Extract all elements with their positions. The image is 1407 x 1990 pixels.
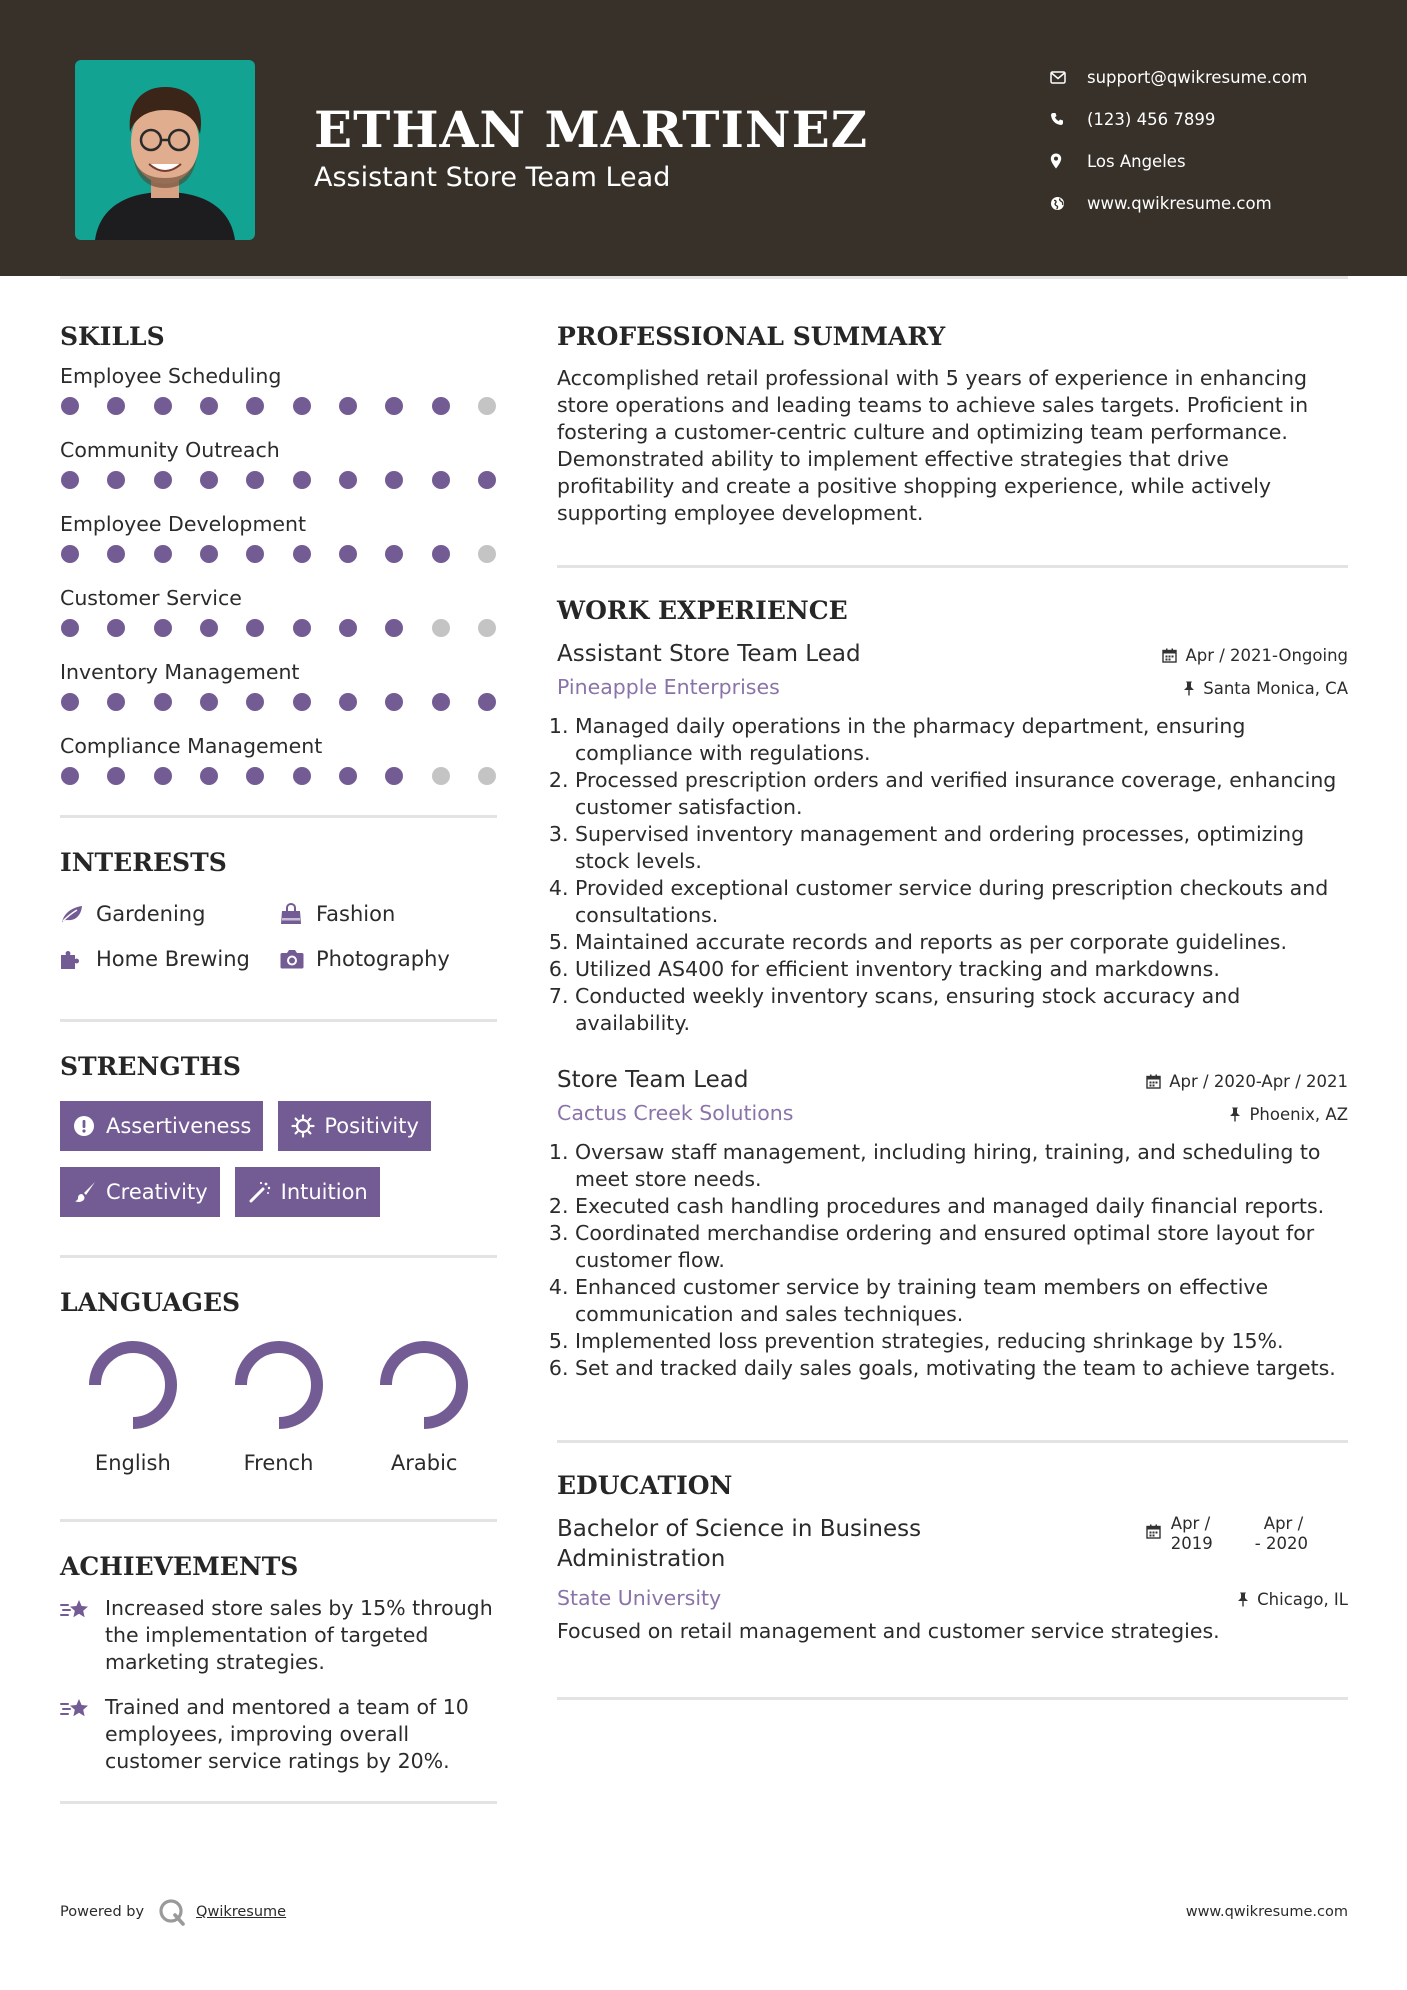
- contact-website[interactable]: [1050, 182, 1307, 224]
- skill-rating: [60, 539, 497, 583]
- rating-dot-filled: [107, 619, 125, 637]
- candidate-title: Assistant Store Team Lead: [314, 162, 671, 193]
- interest-label: Fashion: [316, 901, 396, 926]
- website-text: www.qwikresume.com: [1087, 193, 1272, 213]
- rating-dot-filled: [339, 619, 357, 637]
- interest-item: [280, 936, 497, 981]
- rating-dot-filled: [293, 471, 311, 489]
- job-dates: [1162, 646, 1348, 665]
- job-location-text: Phoenix, AZ: [1249, 1105, 1348, 1124]
- location-text: Los Angeles: [1087, 151, 1186, 171]
- duty-item: 3. Supervised inventory management and ordering processes, optimizing stock levels.: [575, 821, 1348, 875]
- strength-label: Assertiveness: [106, 1114, 252, 1138]
- rating-dot-filled: [107, 471, 125, 489]
- achievements-heading: ACHIEVEMENTS: [60, 1552, 299, 1581]
- rating-dot-empty: [432, 619, 450, 637]
- exclamation-circle-icon: [73, 1115, 106, 1137]
- rating-dot-filled: [246, 767, 264, 785]
- rating-dot-filled: [200, 693, 218, 711]
- strength-tag: [60, 1167, 220, 1217]
- shooting-star-icon: [60, 1694, 105, 1775]
- strength-tag: [278, 1101, 431, 1151]
- skill-item: [60, 583, 497, 657]
- language-label: English: [94, 1451, 171, 1475]
- education-start-line: Apr /: [1170, 1514, 1211, 1533]
- job-location: [1183, 679, 1348, 698]
- skill-rating: [60, 687, 497, 731]
- duty-item: 3. Coordinated merchandise ordering and ensured optimal store layout for customer flow.: [575, 1220, 1348, 1274]
- section-divider: [557, 565, 1348, 568]
- language-item: [206, 1339, 352, 1475]
- rating-dot-filled: [432, 397, 450, 415]
- email-text: support@qwikresume.com: [1087, 67, 1308, 87]
- strength-tag: [235, 1167, 380, 1217]
- section-divider: [60, 1519, 497, 1522]
- rating-dot-filled: [154, 619, 172, 637]
- company-name: Pineapple Enterprises: [557, 675, 780, 699]
- shopping-bag-icon: [280, 903, 316, 925]
- magic-wand-icon: [248, 1180, 281, 1204]
- skills-section: [60, 322, 497, 805]
- skill-label: Customer Service: [60, 586, 242, 610]
- rating-dot-filled: [339, 767, 357, 785]
- summary-text: Accomplished retail professional with 5 years of experience in enhancing store operations and leading teams to achieve sales targets. Proficient in fostering a customer-centric culture and optimizing team performance. Demonstrated ability to implement effective strategies that drive profitability and create a positive shopping experience, while actively supporting employee development.: [557, 366, 1309, 525]
- achievement-item: [60, 1595, 497, 1676]
- section-divider: [60, 1801, 497, 1804]
- rating-dot-filled: [293, 619, 311, 637]
- qwikresume-link[interactable]: Qwikresume: [196, 1904, 287, 1920]
- degree-name: Bachelor of Science in Business Administration: [557, 1516, 922, 1572]
- education-end-line: - 2020: [1254, 1534, 1308, 1553]
- language-level-arc: [95, 1347, 171, 1423]
- duty-item: 4. Provided exceptional customer service during prescription checkouts and consultations.: [575, 875, 1348, 929]
- section-divider: [557, 1697, 1348, 1700]
- skill-item: [60, 435, 497, 509]
- job-location: [1229, 1105, 1348, 1124]
- duty-item: 4. Enhanced customer service by training team members on effective communication and sales techniques.: [575, 1274, 1348, 1328]
- envelope-icon: [1050, 71, 1087, 84]
- phone-text: (123) 456 7899: [1087, 109, 1216, 129]
- rating-dot-filled: [246, 471, 264, 489]
- interest-item: [280, 891, 497, 936]
- strengths-heading: STRENGTHS: [60, 1052, 241, 1081]
- rating-dot-filled: [154, 545, 172, 563]
- rating-dot-filled: [293, 767, 311, 785]
- rating-dot-filled: [200, 619, 218, 637]
- achievements-list: [60, 1595, 497, 1775]
- job-dates-text: Apr / 2020-Apr / 2021: [1169, 1072, 1348, 1091]
- rating-dot-filled: [154, 471, 172, 489]
- job-entry: [557, 1067, 1348, 1382]
- rating-dot-filled: [154, 767, 172, 785]
- rating-dot-filled: [339, 397, 357, 415]
- rating-dot-filled: [200, 397, 218, 415]
- strength-label: Intuition: [280, 1180, 368, 1204]
- achievement-item: [60, 1694, 497, 1775]
- languages-list: [60, 1339, 497, 1475]
- strength-label: Creativity: [106, 1180, 208, 1204]
- contact-email[interactable]: [1050, 56, 1307, 98]
- duty-item: 7. Conducted weekly inventory scans, ensuring stock accuracy and availability.: [575, 983, 1348, 1037]
- skill-rating: [60, 465, 497, 509]
- pushpin-icon: [1183, 681, 1195, 696]
- skill-label: Employee Scheduling: [60, 364, 282, 388]
- job-role: Store Team Lead: [557, 1067, 749, 1093]
- interest-label: Home Brewing: [96, 946, 250, 971]
- puzzle-icon: [60, 948, 96, 970]
- rating-dot-filled: [154, 397, 172, 415]
- rating-dot-filled: [61, 767, 79, 785]
- summary-heading: PROFESSIONAL SUMMARY: [557, 322, 946, 351]
- duty-item: 1. Oversaw staff management, including hiring, training, and scheduling to meet store needs.: [575, 1139, 1348, 1193]
- duty-item: 2. Executed cash handling procedures and managed daily financial reports.: [575, 1193, 1348, 1220]
- strength-label: Positivity: [324, 1114, 419, 1138]
- education-description: Focused on retail management and customer service strategies.: [557, 1619, 1220, 1643]
- education-dates: [1146, 1514, 1308, 1554]
- rating-dot-filled: [432, 693, 450, 711]
- skill-label: Employee Development: [60, 512, 307, 536]
- powered-by: [60, 1898, 286, 1926]
- experience-section: [557, 596, 1348, 1382]
- candidate-name: ETHAN MARTINEZ: [314, 100, 869, 159]
- achievement-text: Trained and mentored a team of 10 employees, improving overall customer service ratings by 20%.: [105, 1695, 469, 1773]
- education-location-text: Chicago, IL: [1257, 1590, 1348, 1609]
- header-divider: [60, 276, 1348, 279]
- rating-dot-filled: [61, 545, 79, 563]
- interest-item: [60, 936, 280, 981]
- language-ring: [87, 1339, 179, 1431]
- pushpin-icon: [1237, 1592, 1249, 1607]
- education-heading: EDUCATION: [557, 1471, 733, 1500]
- rating-dot-filled: [385, 471, 403, 489]
- strength-tag: [60, 1101, 263, 1151]
- rating-dot-filled: [61, 471, 79, 489]
- skills-heading: SKILLS: [60, 322, 165, 351]
- rating-dot-filled: [293, 397, 311, 415]
- resume-header: [0, 0, 1407, 276]
- skill-label: Community Outreach: [60, 438, 280, 462]
- achievement-text: Increased store sales by 15% through the implementation of targeted marketing strategies.: [105, 1596, 493, 1674]
- language-ring: [233, 1339, 325, 1431]
- language-label: Arabic: [390, 1451, 458, 1475]
- contact-phone[interactable]: [1050, 98, 1307, 140]
- company-name: Cactus Creek Solutions: [557, 1101, 794, 1125]
- skill-item: [60, 657, 497, 731]
- rating-dot-filled: [107, 767, 125, 785]
- duty-item: 6. Utilized AS400 for efficient inventory tracking and markdowns.: [575, 956, 1348, 983]
- duty-item: 6. Set and tracked daily sales goals, motivating the team to achieve targets.: [575, 1355, 1348, 1382]
- rating-dot-filled: [107, 545, 125, 563]
- rating-dot-filled: [61, 397, 79, 415]
- skill-item: [60, 361, 497, 435]
- strengths-section: [60, 1052, 497, 1217]
- rating-dot-filled: [385, 693, 403, 711]
- skill-item: [60, 731, 497, 805]
- rating-dot-filled: [200, 767, 218, 785]
- rating-dot-filled: [385, 619, 403, 637]
- section-divider: [60, 1019, 497, 1022]
- phone-icon: [1050, 112, 1087, 126]
- languages-section: [60, 1288, 497, 1475]
- rating-dot-filled: [154, 693, 172, 711]
- rating-dot-filled: [339, 471, 357, 489]
- rating-dot-filled: [61, 619, 79, 637]
- interests-section: [60, 848, 497, 981]
- rating-dot-filled: [107, 397, 125, 415]
- rating-dot-filled: [478, 693, 496, 711]
- rating-dot-filled: [246, 693, 264, 711]
- skills-list: [60, 361, 497, 805]
- rating-dot-filled: [107, 693, 125, 711]
- qwikresume-logo-icon: [158, 1898, 186, 1926]
- summary-section: [557, 322, 1348, 527]
- profile-photo: [75, 60, 255, 240]
- language-item: [351, 1339, 497, 1475]
- rating-dot-filled: [478, 471, 496, 489]
- duty-item: 5. Maintained accurate records and reports as per corporate guidelines.: [575, 929, 1348, 956]
- section-divider: [557, 1440, 1348, 1443]
- skill-rating: [60, 613, 497, 657]
- camera-icon: [280, 948, 316, 969]
- job-dates-text: Apr / 2021-Ongoing: [1185, 646, 1348, 665]
- sun-icon: [291, 1114, 324, 1138]
- paintbrush-icon: [73, 1181, 106, 1203]
- rating-dot-filled: [200, 545, 218, 563]
- rating-dot-filled: [385, 545, 403, 563]
- languages-heading: LANGUAGES: [60, 1288, 241, 1317]
- leaf-icon: [60, 904, 96, 924]
- right-column: [557, 322, 1348, 1700]
- rating-dot-filled: [246, 619, 264, 637]
- rating-dot-filled: [293, 693, 311, 711]
- job-duties: [557, 713, 1348, 1037]
- rating-dot-filled: [246, 397, 264, 415]
- job-duties: [557, 1139, 1348, 1382]
- section-divider: [60, 1255, 497, 1258]
- strengths-list: [60, 1101, 497, 1217]
- duty-item: 5. Implemented loss prevention strategies, reducing shrinkage by 15%.: [575, 1328, 1348, 1355]
- shooting-star-icon: [60, 1595, 105, 1676]
- map-pin-icon: [1050, 153, 1087, 169]
- skill-rating: [60, 761, 497, 805]
- rating-dot-filled: [385, 767, 403, 785]
- language-item: [60, 1339, 206, 1475]
- language-label: French: [243, 1451, 314, 1475]
- calendar-icon: [1146, 1074, 1161, 1089]
- school-name: State University: [557, 1586, 722, 1610]
- experience-heading: WORK EXPERIENCE: [557, 596, 848, 625]
- education-location: [1237, 1590, 1348, 1609]
- globe-icon: [1050, 196, 1087, 211]
- rating-dot-filled: [432, 471, 450, 489]
- interests-heading: INTERESTS: [60, 848, 227, 877]
- section-divider: [60, 815, 497, 818]
- job-location-text: Santa Monica, CA: [1203, 679, 1348, 698]
- rating-dot-filled: [339, 693, 357, 711]
- interests-list: [60, 891, 497, 981]
- education-start-line: 2019: [1170, 1534, 1213, 1553]
- contact-location: [1050, 140, 1307, 182]
- powered-by-text: Powered by: [60, 1904, 145, 1920]
- interest-item: [60, 891, 280, 936]
- language-level-arc: [241, 1347, 317, 1423]
- rating-dot-empty: [478, 397, 496, 415]
- rating-dot-empty: [432, 767, 450, 785]
- interest-label: Gardening: [96, 901, 206, 926]
- rating-dot-filled: [246, 545, 264, 563]
- rating-dot-empty: [478, 619, 496, 637]
- education-end: [1255, 1514, 1308, 1554]
- rating-dot-filled: [339, 545, 357, 563]
- job-dates: [1146, 1072, 1348, 1091]
- footer-website[interactable]: www.qwikresume.com: [1185, 1904, 1348, 1920]
- rating-dot-filled: [432, 545, 450, 563]
- achievements-section: [60, 1552, 497, 1775]
- duty-item: 1. Managed daily operations in the pharmacy department, ensuring compliance with regulations.: [575, 713, 1348, 767]
- interest-label: Photography: [316, 946, 450, 971]
- duty-item: 2. Processed prescription orders and verified insurance coverage, enhancing customer satisfaction.: [575, 767, 1348, 821]
- footer: [60, 1898, 1348, 1926]
- language-level-arc: [386, 1347, 462, 1423]
- education-section: [557, 1471, 1348, 1645]
- rating-dot-filled: [61, 693, 79, 711]
- pushpin-icon: [1229, 1107, 1241, 1122]
- rating-dot-filled: [293, 545, 311, 563]
- skill-item: [60, 509, 497, 583]
- education-end-line: Apr /: [1263, 1514, 1304, 1533]
- contact-info: [1050, 56, 1307, 224]
- rating-dot-filled: [200, 471, 218, 489]
- job-entry: [557, 641, 1348, 1037]
- rating-dot-empty: [478, 545, 496, 563]
- job-role: Assistant Store Team Lead: [557, 641, 861, 667]
- skill-label: Inventory Management: [60, 660, 300, 684]
- calendar-icon: [1146, 1524, 1161, 1544]
- calendar-icon: [1162, 648, 1177, 663]
- skill-rating: [60, 391, 497, 435]
- rating-dot-empty: [478, 767, 496, 785]
- rating-dot-filled: [385, 397, 403, 415]
- skill-label: Compliance Management: [60, 734, 323, 758]
- left-column: [60, 322, 497, 1804]
- language-ring: [378, 1339, 470, 1431]
- education-start: [1171, 1514, 1255, 1554]
- avatar: [75, 60, 255, 240]
